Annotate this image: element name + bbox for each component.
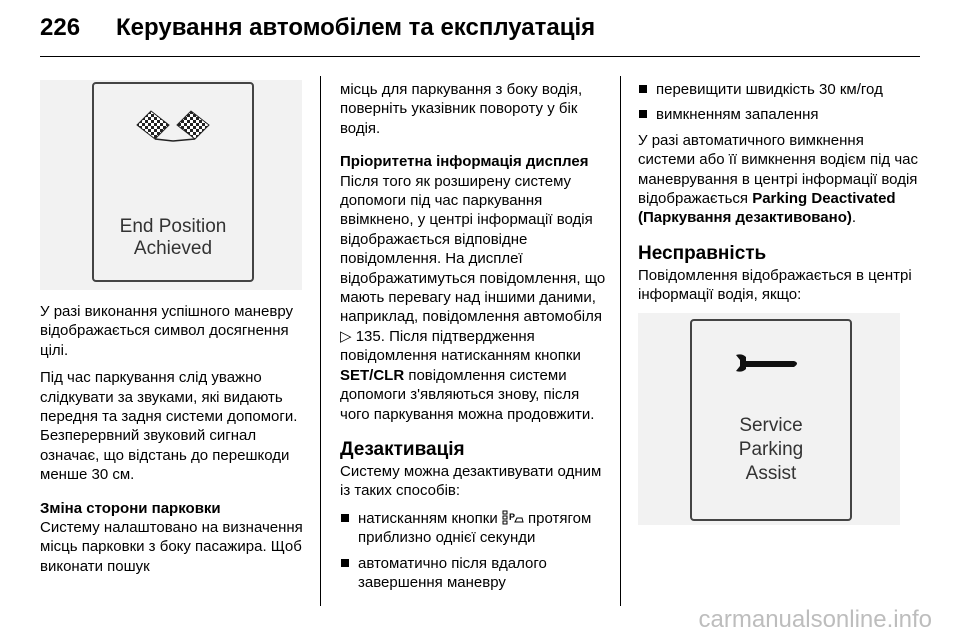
column-divider-1 <box>320 76 321 606</box>
figure-text-line-3: Assist <box>745 462 797 484</box>
text-run: . Після підтвердження повідомлення натисканням кнопки <box>340 327 581 365</box>
page-title: Керування автомобілем та експлуатація <box>116 14 596 41</box>
paragraph: Під час паркування слід уважно слідкувати за звуками, які видають передня та задня системи допомоги. Безперервний звуковий сигнал означає, що відстань до перешкоди менше 30 см. <box>40 369 298 484</box>
page-reference[interactable]: 135 <box>355 327 381 345</box>
list-item <box>340 509 612 548</box>
paragraph: У разі виконання успішного маневру відображається символ досягнення цілі. <box>40 303 294 359</box>
paragraph <box>340 172 612 424</box>
parking-assist-button-icon <box>502 510 524 526</box>
text-run: У разі автоматичного вимкнення системи або її вимкнення водієм під час маневрування в центрі інформації водія відображається <box>638 131 918 208</box>
page-number: 226 <box>40 14 81 41</box>
text-run: протягом приблизно однієї секунди <box>358 509 592 547</box>
watermark: carmanualsonline.info <box>698 606 932 633</box>
text-run: повідомлення системи допомоги з'являються знову, після чого паркування можна продовжити. <box>340 366 595 423</box>
paragraph: Повідомлення відображається в центрі інформації водія, якщо: <box>638 266 912 304</box>
svg-text:P: P <box>508 511 515 522</box>
end-position-figure <box>40 80 302 290</box>
column-divider-2 <box>620 76 621 606</box>
column-2 <box>340 80 612 598</box>
text-run: . <box>851 209 857 227</box>
bullet-list <box>340 509 612 593</box>
checkered-flags-icon <box>133 108 213 142</box>
text-run: натисканням кнопки <box>358 509 502 527</box>
section-heading: Зміна сторони парковки <box>40 499 221 517</box>
text-run: Після того як розширену систему допомоги під час паркування ввімкнено, у центрі інформації водія відображається відповідне повідомлення. На дисплеї відображатимуться повідомлення, що мають перевагу над іншими даними, наприклад, повідомлення автомобіля <box>340 172 606 326</box>
set-clr-button-name: SET/CLR <box>340 366 405 384</box>
service-parking-assist-figure <box>638 313 900 525</box>
figure-text-line-1: Service <box>739 414 803 436</box>
page-reference-icon: ▷ <box>340 327 356 345</box>
header-rule <box>40 56 920 57</box>
message-name: Parking Deactivated (Паркування дезактивовано) <box>638 190 896 227</box>
section-heading-large: Несправність <box>638 242 767 264</box>
paragraph: Систему можна дезактивувати одним із таких способів: <box>340 462 602 500</box>
list-item: перевищити швидкість 30 км/год <box>638 80 920 99</box>
figure-text-line-2: Achieved <box>133 238 213 259</box>
paragraph <box>638 131 920 228</box>
list-item: вимкненням запалення <box>638 105 920 124</box>
paragraph: Систему налаштовано на визначення місць парковки з боку пасажира. Щоб виконати пошук <box>40 519 303 575</box>
figure-text-line-1: End Position <box>119 216 227 237</box>
section-heading-large: Дезактивація <box>340 438 465 460</box>
bullet-list <box>638 80 920 125</box>
paragraph: місць для паркування з боку водія, поверніть указівник повороту у бік водія. <box>340 81 583 137</box>
list-item: автоматично після вдалого завершення маневру <box>340 554 612 593</box>
display-panel <box>92 82 254 282</box>
section-heading: Пріоритетна інформація дисплея <box>340 153 589 171</box>
display-panel <box>690 319 852 521</box>
figure-text-line-2: Parking <box>738 438 804 460</box>
column-1 <box>40 80 310 584</box>
page-header <box>40 14 595 42</box>
wrench-icon <box>734 351 804 375</box>
column-3 <box>638 80 920 525</box>
